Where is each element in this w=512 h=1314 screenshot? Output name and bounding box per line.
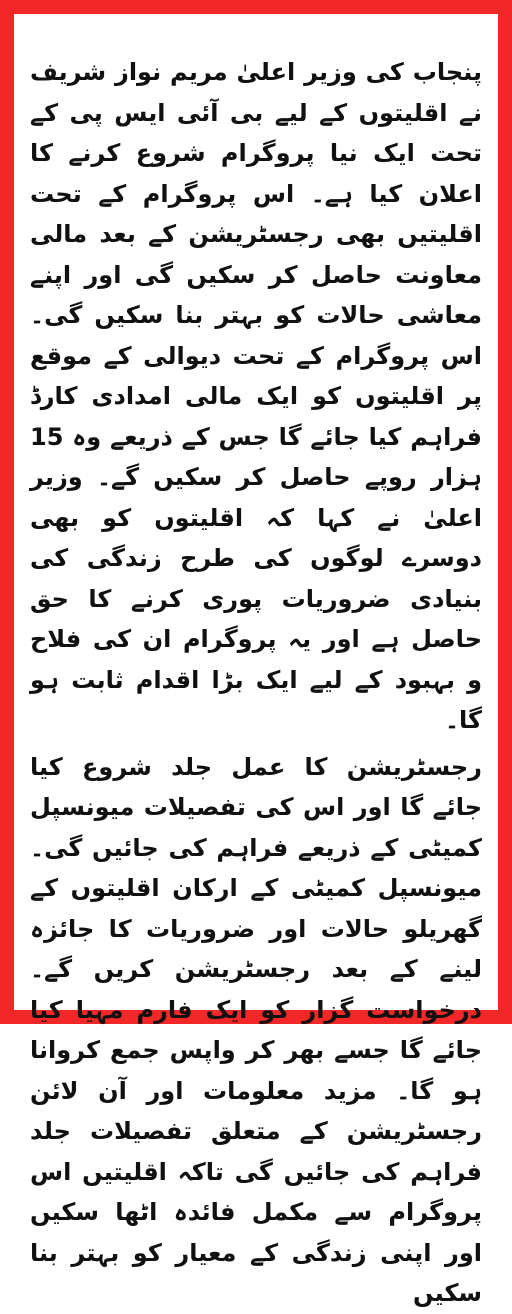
article-paragraph-2: رجسٹریشن کا عمل جلد شروع کیا جائے گا اور اس کی تفصیلات میونسپل کمیٹی کے ذریعے فراہم کی جائیں گی۔ میونسپل کمیٹی کے ارکان اقلیتوں کے گھریلو حالات اور ضروریات کا جائزہ لینے کے بعد رجسٹریشن کریں گے۔ درخواست گزار کو ایک فارم مہیا کیا جائے گا جسے بھر کر واپس جمع کروانا ہو گا۔ مزید معلومات اور آن لائن رجسٹریشن کے متعلق تفصیلات جلد فراہم کی جائیں گی تاکہ اقلیتیں اس پروگرام سے مکمل فائدہ اٹھا سکیں اور اپنی زندگی کے معیار کو بہتر بنا سکیں <box>30 747 482 1314</box>
article-body <box>30 52 482 964</box>
article-paragraph-1: پنجاب کی وزیر اعلیٰ مریم نواز شریف نے اقلیتوں کے لیے بی آئی ایس پی کے تحت ایک نیا پروگرام شروع کرنے کا اعلان کیا ہے۔ اس پروگرام کے تحت اقلیتیں بھی رجسٹریشن کے بعد مالی معاونت حاصل کر سکیں گی اور اپنے معاشی حالات کو بہتر بنا سکیں گی۔ اس پروگرام کے تحت دیوالی کے موقع پر اقلیتوں کو ایک مالی امدادی کارڈ فراہم کیا جائے گا جس کے ذریعے وہ 15 ہزار روپے حاصل کر سکیں گے۔ وزیر اعلیٰ نے کہا کہ اقلیتوں کو بھی دوسرے لوگوں کی طرح زندگی کی بنیادی ضروریات پوری کرنے کا حق حاصل ہے اور یہ پروگرام ان کی فلاح و بہبود کے لیے ایک بڑا اقدام ثابت ہو گا۔ <box>30 52 482 741</box>
